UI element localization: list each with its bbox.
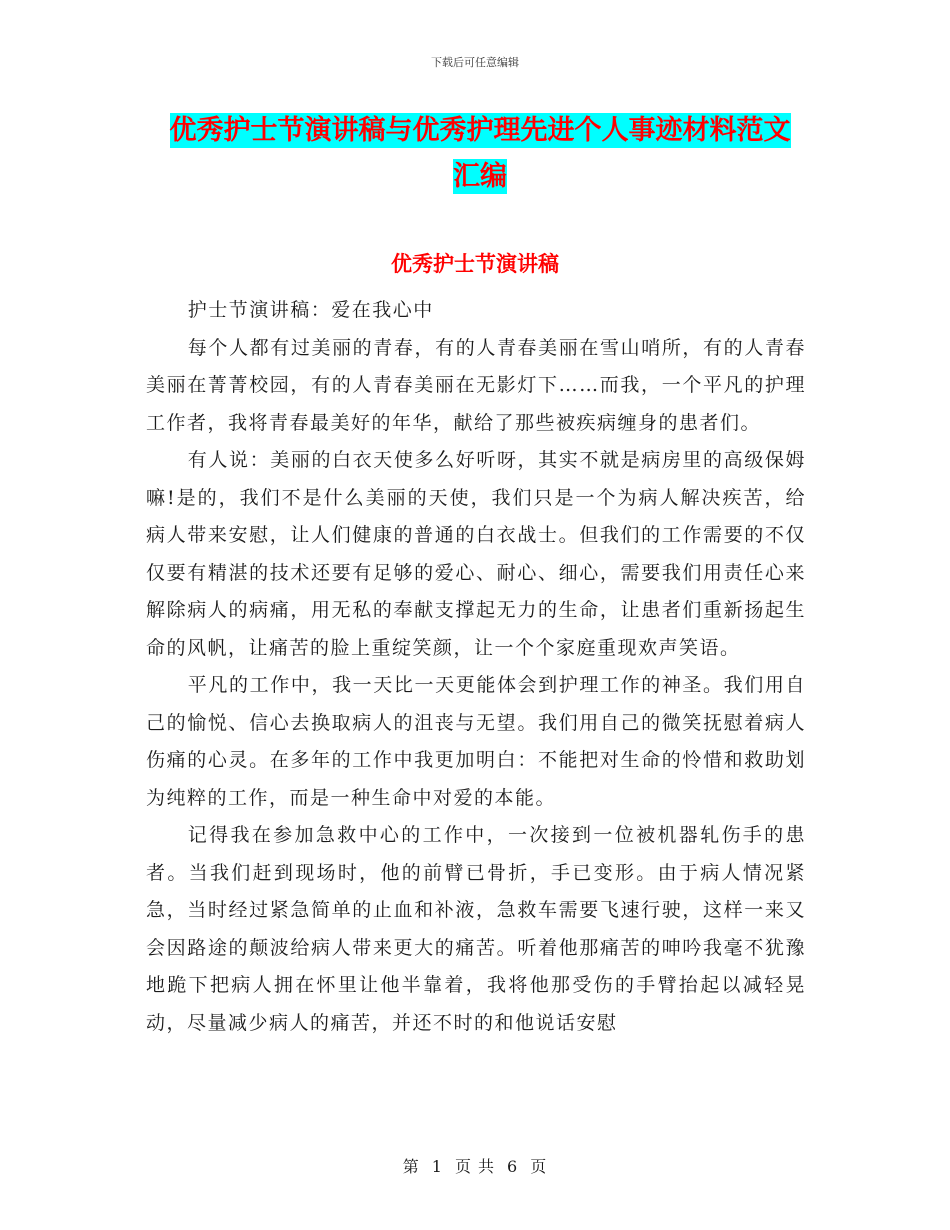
footer-label-of: 页 共 <box>454 1157 496 1176</box>
document-title <box>150 108 810 200</box>
page-footer <box>0 1154 950 1177</box>
footer-current-page: 1 <box>431 1157 443 1176</box>
footer-total-pages: 6 <box>507 1157 519 1176</box>
footer-label-end: 页 <box>530 1157 548 1176</box>
document-title-line2: 汇编 <box>453 161 507 192</box>
paragraph: 有人说：美丽的白衣天使多么好听呀，其实不就是病房里的高级保姆嘛!是的，我们不是什么美丽的天使，我们只是一个为病人解决疾苦，给病人带来安慰，让人们健康的普通的白衣战士。但我们的工作需要的不仅仅要有精湛的技术还要有足够的爱心、耐心、细心，需要我们用责任心来解除病人的病痛，用无私的奉献支撑起无力的生命，让患者们重新扬起生命的风帆，让痛苦的脸上重绽笑颜，让一个个家庭重现欢声笑语。 <box>146 449 806 659</box>
document-title-line1: 优秀护士节演讲稿与优秀护理先进个人事迹材料范文 <box>169 115 791 146</box>
footer-label-page: 第 <box>402 1157 420 1176</box>
paragraph: 护士节演讲稿：爱在我心中 <box>187 299 434 321</box>
paragraph: 每个人都有过美丽的青春，有的人青春美丽在雪山哨所，有的人青春美丽在菁菁校园，有的人青春美丽在无影灯下……而我，一个平凡的护理工作者，我将青春最美好的年华，献给了那些被疾病缠身的患者们。 <box>146 336 806 434</box>
body-text <box>146 292 806 1042</box>
section-title: 优秀护士节演讲稿 <box>391 252 559 276</box>
paragraph: 平凡的工作中，我一天比一天更能体会到护理工作的神圣。我们用自己的愉悦、信心去换取病人的沮丧与无望。我们用自己的微笑抚慰着病人伤痛的心灵。在多年的工作中我更加明白：不能把对生命的怜惜和救助划为纯粹的工作，而是一种生命中对爱的本能。 <box>146 674 806 809</box>
paragraph: 记得我在参加急救中心的工作中，一次接到一位被机器轧伤手的患者。当我们赶到现场时，他的前臂已骨折，手已变形。由于病人情况紧急，当时经过紧急简单的止血和补液，急救车需要飞速行驶，这样一来又会因路途的颠波给病人带来更大的痛苦。听着他那痛苦的呻吟我毫不犹豫地跪下把病人拥在怀里让他半靠着，我将他那受伤的手臂抬起以减轻晃动，尽量减少病人的痛苦，并还不时的和他说话安慰 <box>146 824 806 1034</box>
header-note: 下载后可任意编辑 <box>431 56 519 69</box>
